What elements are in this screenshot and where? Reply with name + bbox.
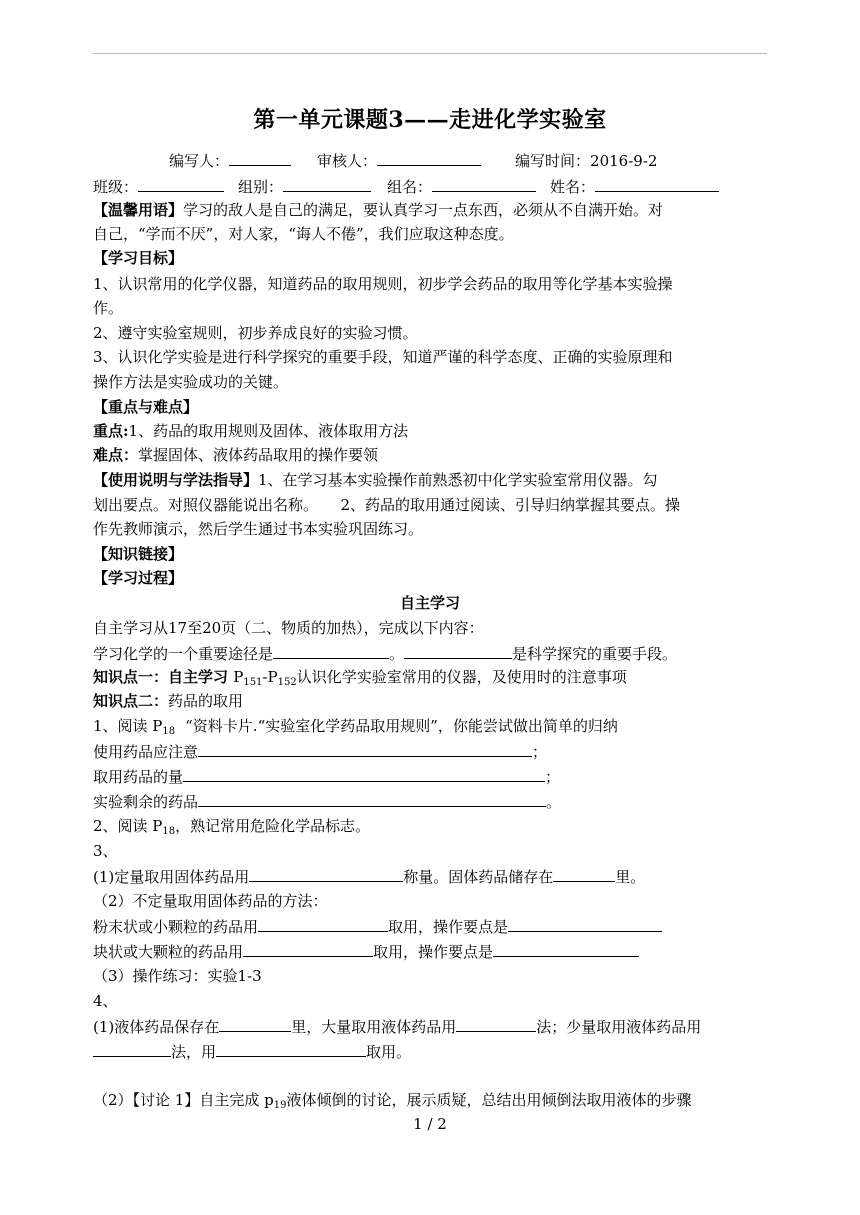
s4-2-text-a: 法，用	[171, 1043, 217, 1061]
s4-2-text-b: 取用。	[366, 1043, 412, 1061]
q1-text-b: 。	[389, 645, 405, 663]
key-point-text: 1、药品的取用规则及固体、液体取用方法	[128, 422, 409, 440]
r1-item-1	[93, 741, 769, 762]
disc-sub: 19	[273, 1100, 287, 1111]
goal-2: 2、遵守实验室规则，初步养成良好的实验习惯。	[93, 324, 418, 342]
group-name-label: 组名：	[387, 178, 433, 196]
group-name-blank[interactable]	[432, 176, 536, 192]
r1-item-2-end: ；	[545, 768, 561, 786]
s3-1-blank-2[interactable]	[553, 866, 615, 882]
goals-heading: 【学习目标】	[93, 249, 184, 267]
q1-text-a: 学习化学的一个重要途径是	[93, 645, 274, 663]
powder-blank-2[interactable]	[508, 916, 662, 932]
lump-blank-2[interactable]	[493, 941, 639, 957]
s4-1-text-b: 里，大量取用液体药品用	[291, 1018, 457, 1036]
class-label: 班级：	[93, 178, 139, 196]
r1-item-3-blank[interactable]	[198, 791, 546, 807]
s3-1-text-a: (1)定量取用固体药品用	[93, 868, 250, 886]
knowledge-point-2	[93, 691, 769, 711]
student-fields-line	[93, 176, 769, 197]
kp1-sub-1: 151	[243, 677, 263, 688]
s4-1-blank-1[interactable]	[219, 1016, 291, 1032]
goal-1b: 作。	[93, 299, 124, 317]
s3-1-text-b: 称量。固体药品储存在	[403, 868, 554, 886]
lump-line	[93, 941, 769, 962]
liquid-line-2	[93, 1041, 769, 1062]
tip-text-1: 学习的敌人是自己的满足，要认真学习一点东西，必须从不自满开始。对	[183, 201, 664, 219]
group-label: 组别：	[238, 178, 284, 196]
guide-heading: 【使用说明与学法指导】	[93, 471, 259, 489]
kp2-label: 知识点二：	[93, 692, 169, 710]
writer-label: 编写人：	[169, 152, 230, 170]
r1-item-2-blank[interactable]	[183, 766, 545, 782]
q1-blank-1[interactable]	[273, 643, 389, 659]
s3-1-text-c: 里。	[615, 868, 646, 886]
r1-item-3-end: 。	[546, 793, 562, 811]
section-3-number: 3、	[93, 842, 118, 860]
kp1-text: 认识化学实验室常用的仪器，及使用时的注意事项	[296, 668, 627, 686]
solid-quant-line	[93, 866, 769, 887]
s4-1-text-c: 法；少量取用液体药品用	[536, 1018, 702, 1036]
r1-item-2-label: 取用药品的量	[93, 768, 184, 786]
page-number: 1 / 2	[413, 1115, 447, 1133]
kp1-sub-2: 152	[277, 677, 297, 688]
lump-blank-1[interactable]	[243, 941, 373, 957]
tip-line-1	[93, 200, 769, 220]
tip-line-2: 自己，“学而不厌”，对人家，“诲人不倦”，我们应取这种态度。	[93, 225, 514, 243]
kp1-dash: -P	[262, 668, 278, 686]
guide-text-1: 1、在学习基本实验操作前熟悉初中化学实验室常用仪器。勾	[258, 471, 658, 489]
r1-text-a: 1、阅读 P	[93, 717, 163, 735]
s4-2-blank-2[interactable]	[216, 1041, 366, 1057]
s3-1-blank-1[interactable]	[249, 866, 403, 882]
name-blank[interactable]	[595, 176, 719, 192]
key-hard-label: 难点：	[93, 446, 139, 464]
key-point-label: 重点:	[93, 422, 129, 440]
reviewer-label: 审核人：	[317, 152, 378, 170]
class-blank[interactable]	[138, 176, 224, 192]
liquid-line-1	[93, 1016, 769, 1037]
kp2-text: 药品的取用	[168, 692, 244, 710]
time-label: 编写时间：2016-9-2	[515, 152, 658, 170]
self-study-text: 自主学习	[399, 594, 460, 612]
header-rule	[93, 53, 767, 54]
solid-nonquant-heading: （2）不定量取用固体药品的方法：	[93, 892, 328, 910]
powder-text-a: 粉末状或小颗粒的药品用	[93, 918, 259, 936]
meta-line	[93, 150, 769, 171]
guide-line-3: 作先教师演示，然后学生通过书本实验巩固练习。	[93, 520, 424, 538]
process-heading: 【学习过程】	[93, 569, 184, 587]
section-4-number: 4、	[93, 992, 118, 1010]
self-study-heading	[0, 593, 860, 613]
writer-blank[interactable]	[229, 150, 291, 166]
r1-item-3-label: 实验剩余的药品	[93, 793, 199, 811]
lump-text-a: 块状或大颗粒的药品用	[93, 943, 244, 961]
r1-item-1-blank[interactable]	[198, 741, 532, 757]
knowledge-point-1	[93, 667, 769, 693]
reviewer-blank[interactable]	[377, 150, 481, 166]
key-hard-line	[93, 445, 769, 465]
guide-line-2: 划出要点。对照仪器能说出名称。 2、药品的取用通过阅读、引导归纳掌握其要点。操	[93, 496, 681, 514]
r1-item-3	[93, 791, 769, 812]
s4-2-blank-1[interactable]	[93, 1041, 171, 1057]
intro-line: 自主学习从17至20页（二、物质的加热），完成以下内容：	[93, 619, 484, 637]
powder-text-b: 取用，操作要点是	[388, 918, 509, 936]
page-title: 第一单元课题3——走进化学实验室	[253, 107, 607, 133]
key-hard-text: 掌握固体、液体药品取用的操作要领	[138, 446, 379, 464]
r2-text-b: ，熟记常用危险化学品标志。	[175, 817, 371, 835]
link-heading: 【知识链接】	[93, 545, 184, 563]
lump-text-b: 取用，操作要点是	[373, 943, 494, 961]
kp1-p: P	[233, 668, 244, 686]
s4-1-text-a: (1)液体药品保存在	[93, 1018, 220, 1036]
key-heading: 【重点与难点】	[93, 398, 199, 416]
r2-text-a: 2、阅读 P	[93, 817, 163, 835]
question-1-line	[93, 643, 769, 664]
tip-heading: 【温馨用语】	[93, 201, 184, 219]
goal-1a: 1、认识常用的化学仪器，知道药品的取用规则，初步学会药品的取用等化学基本实验操	[93, 275, 673, 293]
name-label: 姓名：	[550, 178, 596, 196]
group-blank[interactable]	[283, 176, 371, 192]
r1-item-1-label: 使用药品应注意	[93, 743, 199, 761]
r1-item-2	[93, 766, 769, 787]
r2-sub: 18	[162, 826, 176, 837]
goal-3b: 操作方法是实验成功的关键。	[93, 373, 289, 391]
q1-blank-2[interactable]	[404, 643, 512, 659]
s4-1-blank-2[interactable]	[456, 1016, 536, 1032]
key-point-line	[93, 421, 769, 441]
reading-1-line	[93, 716, 769, 742]
disc-text-a: （2）【讨论 1】自主完成 p	[93, 1091, 274, 1109]
guide-line-1	[93, 470, 769, 490]
powder-blank-1[interactable]	[258, 916, 388, 932]
powder-line	[93, 916, 769, 937]
r1-sub: 18	[162, 726, 176, 737]
goal-3a: 3、认识化学实验是进行科学探究的重要手段，知道严谨的科学态度、正确的实验原理和	[93, 348, 673, 366]
r1-item-1-end: ；	[532, 743, 548, 761]
practice-line: （3）操作练习：实验1-3	[93, 967, 262, 985]
discussion-line	[93, 1090, 769, 1116]
reading-2-line	[93, 816, 769, 842]
r1-text-b: “资料卡片.“实验室化学药品取用规则”，你能尝试做出简单的归纳	[185, 717, 618, 735]
kp1-label: 知识点一：自主学习	[93, 668, 234, 686]
q1-text-c: 是科学探究的重要手段。	[512, 645, 678, 663]
disc-text-b: 液体倾倒的讨论，展示质疑，总结出用倾倒法取用液体的步骤	[286, 1091, 692, 1109]
